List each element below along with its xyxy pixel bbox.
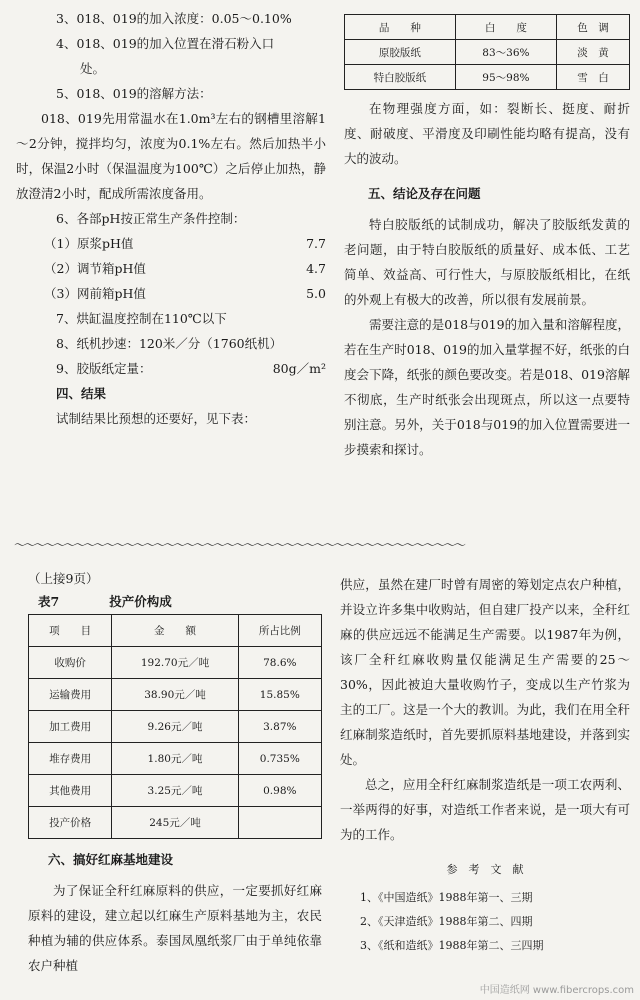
item-4-line1: 4、018、019的加入位置在滑石粉入口 xyxy=(56,36,275,51)
whiteness-table xyxy=(344,14,630,90)
ph-row-1 xyxy=(44,231,326,256)
table-cell: 9.26元／吨 xyxy=(112,711,238,743)
table-cell: 78.6% xyxy=(238,647,321,679)
item-9-value: 80g／m² xyxy=(272,361,326,376)
table-cell: 投产价格 xyxy=(29,807,112,839)
cost-table xyxy=(28,614,322,839)
table-header-cell: 色 调 xyxy=(557,15,630,40)
ph-value: 7.7 xyxy=(306,236,326,251)
right-bottom-column xyxy=(340,572,630,958)
left-top-column xyxy=(16,6,326,431)
item-5: 5、018、019的溶解方法： xyxy=(56,86,212,101)
table-header-cell: 所占比例 xyxy=(238,615,321,647)
references-title: 参 考 文 献 xyxy=(446,863,524,876)
summary-paragraph: 总之，应用全秆红麻制浆造纸是一项工农两利、一举两得的好事，对造纸工作者来说，是一项大有可为的工作。 xyxy=(340,777,630,842)
item-5-body: 018、019先用常温水在1.0m³左右的钢槽里溶解1～2分钟，搅拌均匀，浓度为0.1%左右。然后加热半小时，保温2小时（保温温度为100℃）之后停止加热，静放澄清2小时，配成所需浓度备用。 xyxy=(16,111,326,201)
ph-value: 5.0 xyxy=(306,286,326,301)
table-cell: 38.90元／吨 xyxy=(112,679,238,711)
reference-item: 1、《中国造纸》1988年第一、三期 xyxy=(360,891,533,904)
ph-label: （1）原浆pH值 xyxy=(44,236,134,251)
item-8: 8、纸机抄速：120米／分（1760纸机） xyxy=(56,336,283,351)
table-row xyxy=(29,679,322,711)
item-9 xyxy=(44,356,326,381)
table-header-row xyxy=(29,615,322,647)
table-cell: 1.80元／吨 xyxy=(112,743,238,775)
table-cell: 运输费用 xyxy=(29,679,112,711)
continued-note: （上接9页） xyxy=(28,571,99,586)
reference-item: 3、《纸和造纸》1988年第二、三四期 xyxy=(360,939,544,952)
section-5-title: 五、结论及存在问题 xyxy=(368,186,481,201)
watermark: 中国造纸网 www.fibercrops.com xyxy=(479,985,634,996)
item-4-line2: 处。 xyxy=(80,61,106,76)
table-cell: 特白胶版纸 xyxy=(345,65,456,90)
table-header-cell: 项 目 xyxy=(29,615,112,647)
item-9-label: 9、胶版纸定量： xyxy=(56,361,152,376)
table-row xyxy=(345,40,630,65)
table-cell: 淡 黄 xyxy=(557,40,630,65)
ph-row-2 xyxy=(44,256,326,281)
ph-value: 4.7 xyxy=(306,261,326,276)
table-cell: 83～36% xyxy=(455,40,556,65)
left-bottom-column xyxy=(28,568,322,978)
table-cell: 加工费用 xyxy=(29,711,112,743)
divider-glyphs: ～～～～～～～～～～～～～～～～～～～～～～～～～～～～～～～～～～～～～～～～～～～～～ xyxy=(14,538,465,552)
reference-item: 2、《天津造纸》1988年第二、四期 xyxy=(360,915,533,928)
section-4-body: 试制结果比预想的还要好，见下表： xyxy=(56,411,257,426)
table-cell xyxy=(238,807,321,839)
table-cell: 0.735% xyxy=(238,743,321,775)
table-row xyxy=(29,775,322,807)
conclusion-paragraph: 特白胶版纸的试制成功，解决了胶版纸发黄的老问题，由于特白胶版纸的质量好、成本低、工艺简单、效益高、可行性大，与原胶版纸相比，在纸的外观上有极大的改善，所以很有发展前景。 xyxy=(344,217,630,307)
ph-row-3 xyxy=(44,281,326,306)
item-7: 7、烘缸温度控制在110℃以下 xyxy=(56,311,227,326)
section-6-title: 六、搞好红麻基地建设 xyxy=(48,852,174,867)
references-list xyxy=(340,886,630,958)
table-cell: 245元／吨 xyxy=(112,807,238,839)
right-top-column xyxy=(344,14,630,462)
table-row xyxy=(29,743,322,775)
section-6-paragraph: 为了保证全秆红麻原料的供应，一定要抓好红麻原料的建设，建立起以红麻生产原料基地为主，农民种植为辅的供应体系。泰国凤凰纸浆厂由于单纯依靠农户种植 xyxy=(28,883,322,973)
table-cell: 15.85% xyxy=(238,679,321,711)
notes-paragraph: 需要注意的是018与019的加入量和溶解程度，若在生产时018、019的加入量掌握不好，纸张的白度会下降，纸张的颜色要改变。若是018、019溶解不彻底，生产时纸张会出现斑点，所以这一点要特别注意。另外，关于018与019的加入位置需要进一步摸索和探讨。 xyxy=(344,317,630,457)
wavy-divider xyxy=(14,536,626,554)
table-header-row xyxy=(345,15,630,40)
table-cell: 192.70元／吨 xyxy=(112,647,238,679)
table-cell: 原胶版纸 xyxy=(345,40,456,65)
ph-label: （2）调节箱pH值 xyxy=(44,261,146,276)
table-cell: 其他费用 xyxy=(29,775,112,807)
table-row xyxy=(345,65,630,90)
table-7-title: 表7 投产价构成 xyxy=(38,594,172,609)
table-cell: 雪 白 xyxy=(557,65,630,90)
strength-paragraph: 在物理强度方面，如：裂断长、挺度、耐折度、耐破度、平滑度及印刷性能均略有提高，没有大的波动。 xyxy=(344,101,630,166)
supply-paragraph: 供应，虽然在建厂时曾有周密的筹划定点农户种植，并设立许多集中收购站，但自建厂投产以来，全秆红麻的供应远远不能满足生产需要。以1987年为例，该厂全秆红麻收购量仅能满足生产需要的25～30%，因此被迫大量收购竹子，变成以生产竹浆为主的工厂。这是一个大的教训。为此，我们在用全秆红麻制浆造纸时，首先要抓原料基地建设，并落到实处。 xyxy=(340,577,630,767)
table-row xyxy=(29,807,322,839)
item-3: 3、018、019的加入浓度：0.05～0.10% xyxy=(56,11,292,26)
item-6: 6、各部pH按正常生产条件控制： xyxy=(56,211,246,226)
table-cell: 95～98% xyxy=(455,65,556,90)
table-header-cell: 品 种 xyxy=(345,15,456,40)
table-cell: 3.87% xyxy=(238,711,321,743)
table-cell: 收购价 xyxy=(29,647,112,679)
table-header-cell: 金 额 xyxy=(112,615,238,647)
table-row xyxy=(29,647,322,679)
section-4-title: 四、结果 xyxy=(56,386,107,401)
ph-label: （3）网前箱pH值 xyxy=(44,286,146,301)
table-cell: 堆存费用 xyxy=(29,743,112,775)
table-cell: 0.98% xyxy=(238,775,321,807)
table-header-cell: 白 度 xyxy=(455,15,556,40)
table-row xyxy=(29,711,322,743)
table-cell: 3.25元／吨 xyxy=(112,775,238,807)
